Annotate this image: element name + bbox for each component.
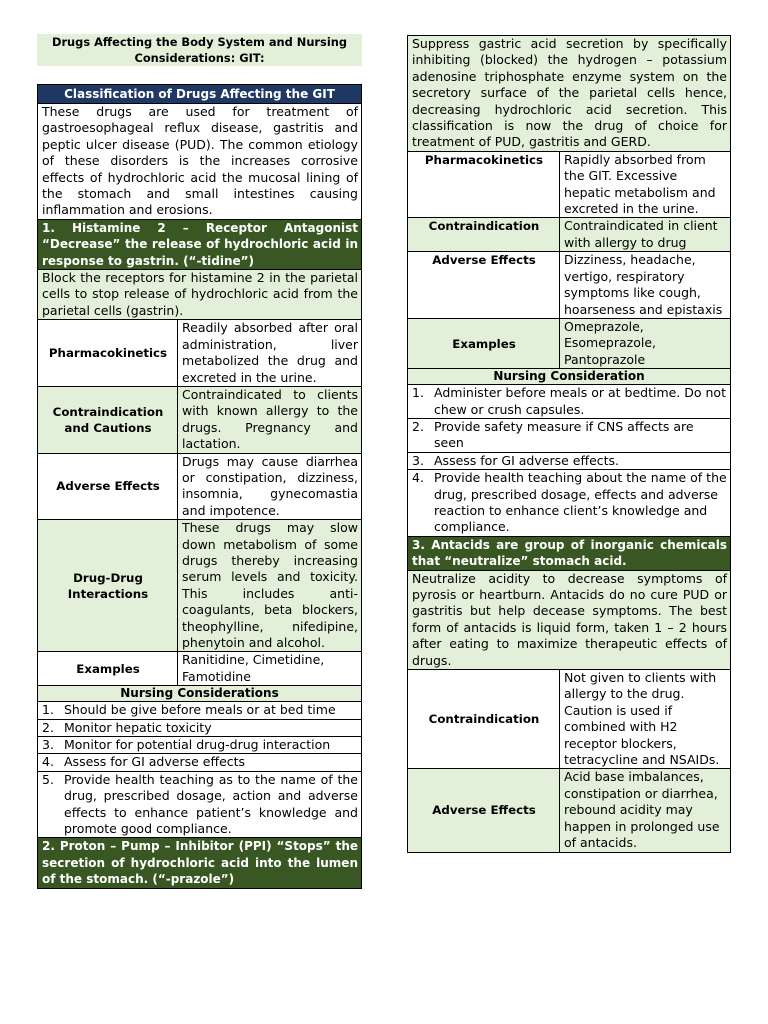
nursing-item: 1. Should be give before meals or at bed time — [38, 702, 362, 719]
ppi-row-contraindication — [408, 218, 731, 252]
nursing-consideration-header: Nursing Consideration — [408, 369, 731, 385]
nursing-considerations-header: Nursing Considerations — [38, 686, 362, 702]
antacid-row-adverse-effects — [408, 769, 731, 852]
row-value: Readily absorbed after oral administration, liver metabolized the drug and excreted in the urine. — [178, 320, 362, 387]
ppi-header: 2. Proton – Pump – Inhibitor (PPI) “Stops” the secretion of hydrochloric acid into the lumen of the stomach. (“-prazole”) — [38, 838, 362, 888]
h2-row-pharmacokinetics — [38, 320, 362, 387]
git-classification-table — [37, 84, 362, 889]
h2-antagonist-description: Block the receptors for histamine 2 in the parietal cells to stop release of hydrochloric acid from the parietal cells (gastrin). — [38, 270, 362, 320]
row-label: Adverse Effects — [408, 252, 560, 319]
row-value: Acid base imbalances, constipation or diarrhea, rebound acidity may happen in prolonged use of antacids. — [560, 769, 731, 852]
row-value: These drugs may slow down metabolism of some drugs thereby increasing serum levels and toxicity. This includes anti-coagulants, beta blockers, theophylline, nifedipine, phenytoin and alcohol. — [178, 520, 362, 652]
ppi-antacid-table — [407, 35, 731, 853]
classification-header: Classification of Drugs Affecting the GIT — [38, 85, 362, 104]
antacid-row-contraindication — [408, 670, 731, 769]
h2-row-adverse-effects — [38, 453, 362, 520]
antacids-header: 3. Antacids are group of inorganic chemicals that “neutralize” stomach acid. — [408, 536, 731, 570]
nursing-item: 4. Assess for GI adverse effects — [38, 754, 362, 771]
row-value: Rapidly absorbed from the GIT. Excessive hepatic metabolism and excreted in the urine. — [560, 151, 731, 218]
row-value: Drugs may cause diarrhea or constipation, dizziness, insomnia, gynecomastia and impotence. — [178, 453, 362, 520]
left-column — [37, 84, 362, 889]
row-value: Not given to clients with allergy to the drug. Caution is used if combined with H2 receptor blockers, tetracycline and NSAIDs. — [560, 670, 731, 769]
row-label: Drug-Drug Interactions — [38, 520, 178, 652]
h2-row-contraindication — [38, 386, 362, 453]
row-label: Contraindication — [408, 670, 560, 769]
ppi-row-examples — [408, 318, 731, 368]
row-label: Adverse Effects — [38, 453, 178, 520]
h2-row-drug-interactions — [38, 520, 362, 652]
row-label: Contraindication and Cautions — [38, 386, 178, 453]
row-value: Dizziness, headache, vertigo, respiratory symptoms like cough, hoarseness and epistaxis — [560, 252, 731, 319]
right-column — [407, 35, 731, 853]
row-label: Pharmacokinetics — [408, 151, 560, 218]
nursing-item: 4. Provide health teaching about the name of the drug, prescribed dosage, effects and adverse reaction to enhance client’s knowledge and compliance. — [408, 470, 731, 537]
nursing-item: 5. Provide health teaching as to the name of the drug, prescribed dosage, action and adverse effects to enhance patient’s knowledge and promote good compliance. — [38, 771, 362, 838]
h2-row-examples — [38, 652, 362, 686]
row-value: Contraindicated in client with allergy to drug — [560, 218, 731, 252]
row-label: Adverse Effects — [408, 769, 560, 852]
row-label: Pharmacokinetics — [38, 320, 178, 387]
ppi-row-adverse-effects — [408, 252, 731, 319]
ppi-row-pharmacokinetics — [408, 151, 731, 218]
nursing-item: 3. Assess for GI adverse effects. — [408, 452, 731, 469]
ppi-description: Suppress gastric acid secretion by specifically inhibiting (blocked) the hydrogen – potassium adenosine triphosphate enzyme system on the secretory surface of the parietal cells hence, decreasing hydrochloric acid secretion. This classification is now the drug of choice for treatment of PUD, gastritis and GERD. — [408, 36, 731, 152]
row-value: Ranitidine, Cimetidine, Famotidine — [178, 652, 362, 686]
row-label: Contraindication — [408, 218, 560, 252]
row-label: Examples — [408, 318, 560, 368]
nursing-item: 3. Monitor for potential drug-drug interaction — [38, 737, 362, 754]
row-value: Contraindicated to clients with known allergy to the drugs. Pregnancy and lactation. — [178, 386, 362, 453]
row-label: Examples — [38, 652, 178, 686]
h2-antagonist-header: 1. Histamine 2 – Receptor Antagonist “Decrease” the release of hydrochloric acid in response to gastrin. (“-tidine”) — [38, 219, 362, 269]
classification-intro: These drugs are used for treatment of gastroesophageal reflux disease, gastritis and peptic ulcer disease (PUD). The common etiology of these disorders is the increases corrosive effects of hydrochloric acid the mucosal lining of the stomach and small intestines causing inflammation and erosions. — [38, 104, 362, 220]
nursing-item: 2. Provide safety measure if CNS affects are seen — [408, 418, 731, 452]
row-value: Omeprazole, Esomeprazole, Pantoprazole — [560, 318, 731, 368]
document-title: Drugs Affecting the Body System and Nursing Considerations: GIT: — [37, 34, 362, 66]
nursing-item: 2. Monitor hepatic toxicity — [38, 719, 362, 736]
nursing-item: 1. Administer before meals or at bedtime. Do not chew or crush capsules. — [408, 385, 731, 419]
antacids-description: Neutralize acidity to decrease symptoms of pyrosis or heartburn. Antacids do no cure PUD or gastritis but help decease symptoms. The best form of antacids is liquid form, taken 1 – 2 hours after eating to maximize therapeutic effects of drugs. — [408, 570, 731, 669]
